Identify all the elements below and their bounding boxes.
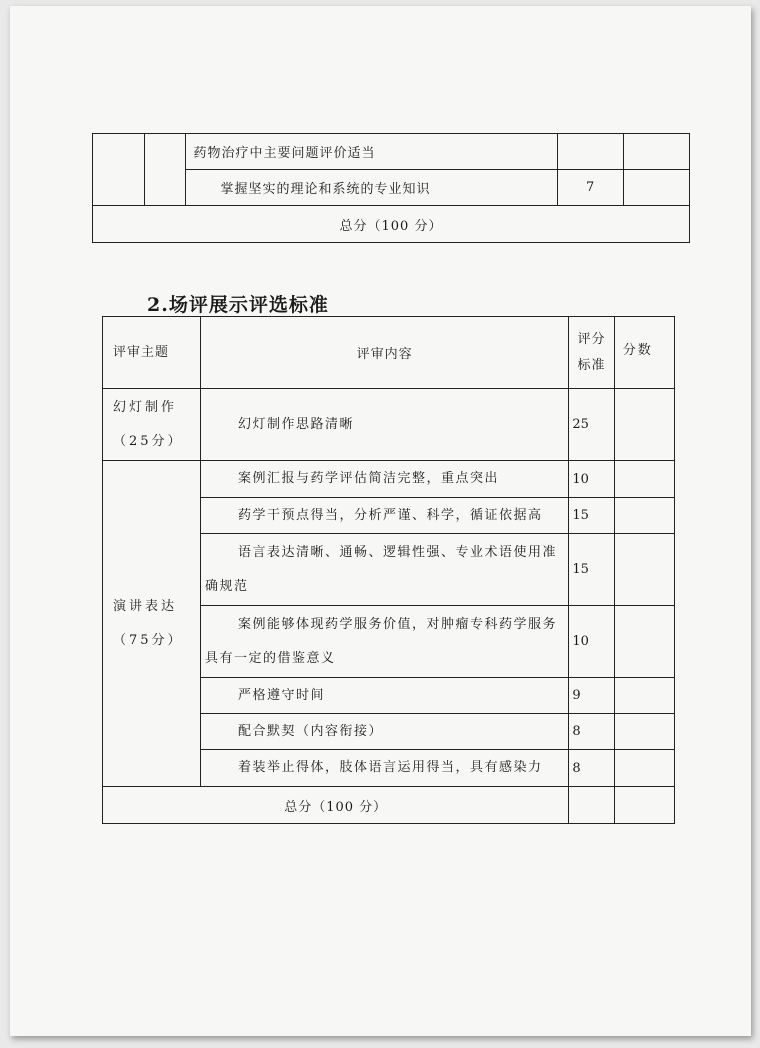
table-cell [93, 134, 145, 206]
total-cell: 总分（100 分） [103, 787, 569, 824]
standard-cell: 25 [569, 389, 614, 461]
standard-cell: 8 [569, 750, 614, 787]
topic-name: 幻灯制作 [113, 399, 178, 415]
criteria-content-cell: 药学干预点得当，分析严谨、科学，循证依据高 [200, 498, 568, 534]
header-score: 分数 [614, 317, 674, 389]
standard-cell: 7 [557, 170, 623, 206]
section-title: 2.场评展示评选标准 [147, 294, 329, 316]
table-row [93, 134, 690, 170]
header-standard-line2: 标准 [577, 357, 606, 373]
score-cell [623, 134, 689, 170]
topic-points: （75分） [113, 632, 184, 648]
document-page [10, 6, 751, 1036]
criteria-content-cell: 幻灯制作思路清晰 [200, 389, 568, 461]
header-row [103, 317, 675, 389]
header-standard-line1: 评分 [577, 331, 606, 347]
standard-cell: 8 [569, 714, 614, 750]
standard-cell: 9 [569, 678, 614, 714]
header-topic: 评审主题 [103, 317, 201, 389]
score-cell [614, 714, 674, 750]
score-cell [614, 389, 674, 461]
presentation-criteria-table [102, 316, 675, 824]
standard-cell: 15 [569, 534, 614, 606]
criteria-content-cell: 语言表达清晰、通畅、逻辑性强、专业术语使用准确规范 [200, 534, 568, 606]
standard-cell: 15 [569, 498, 614, 534]
score-cell [614, 787, 674, 824]
table-row [103, 389, 675, 461]
score-cell [614, 606, 674, 678]
score-cell [614, 750, 674, 787]
previous-criteria-table [92, 133, 690, 243]
header-content: 评审内容 [200, 317, 568, 389]
topic-cell [103, 461, 201, 787]
criteria-content-cell: 严格遵守时间 [200, 678, 568, 714]
score-cell [614, 461, 674, 498]
score-cell [614, 498, 674, 534]
total-cell: 总分（100 分） [93, 206, 690, 243]
criteria-content-cell: 掌握坚实的理论和系统的专业知识 [185, 170, 557, 206]
topic-points: （25分） [113, 433, 184, 449]
topic-name: 演讲表达 [113, 598, 178, 614]
table-cell [145, 134, 185, 206]
criteria-content-cell: 着装举止得体，肢体语言运用得当，具有感染力 [200, 750, 568, 787]
standard-cell: 10 [569, 461, 614, 498]
topic-cell [103, 389, 201, 461]
total-row [103, 787, 675, 824]
criteria-content-cell: 药物治疗中主要问题评价适当 [185, 134, 557, 170]
score-cell [614, 534, 674, 606]
standard-cell [569, 787, 614, 824]
header-standard [569, 317, 614, 389]
total-row [93, 206, 690, 243]
table-row [103, 461, 675, 498]
score-cell [623, 170, 689, 206]
standard-cell [557, 134, 623, 170]
criteria-content-cell: 配合默契（内容衔接） [200, 714, 568, 750]
criteria-content-cell: 案例能够体现药学服务价值，对肿瘤专科药学服务具有一定的借鉴意义 [200, 606, 568, 678]
score-cell [614, 678, 674, 714]
standard-cell: 10 [569, 606, 614, 678]
criteria-content-cell: 案例汇报与药学评估简洁完整，重点突出 [200, 461, 568, 498]
